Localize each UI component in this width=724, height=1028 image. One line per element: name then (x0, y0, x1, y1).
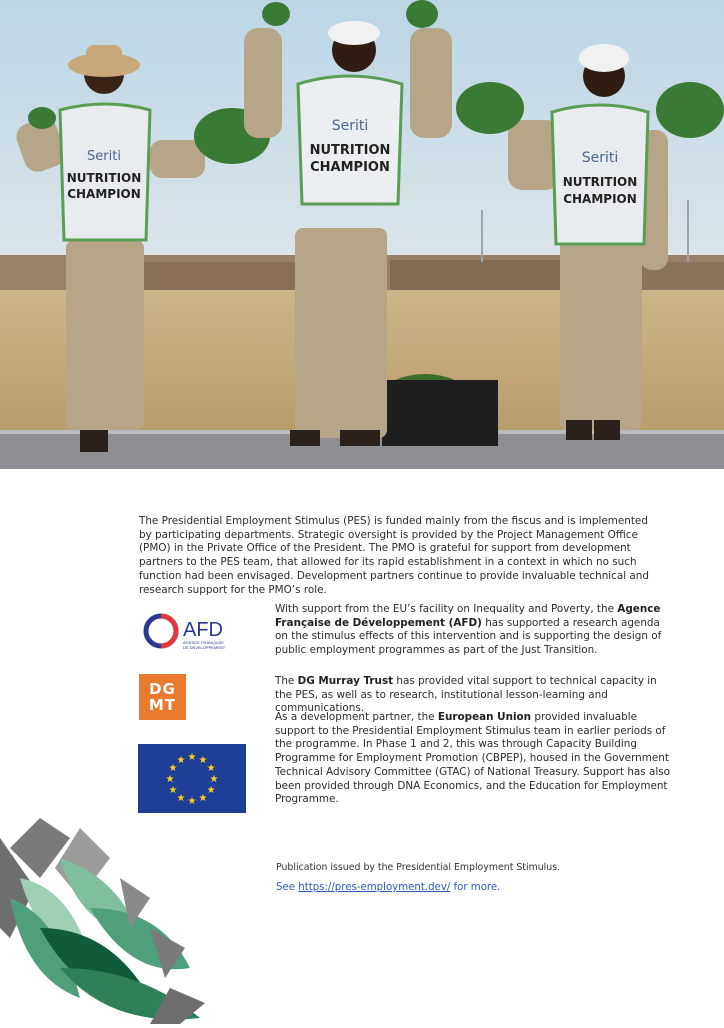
eu-star-icon: ★ (187, 796, 197, 807)
dgmt-pre: The (275, 675, 298, 687)
vest-line2-1: CHAMPION (67, 187, 141, 201)
vest-line2-3: CHAMPION (563, 192, 637, 206)
eu-star-icon: ★ (176, 754, 186, 766)
dgmt-post: has provided vital support to technical capacity in the PES, as well as to research, institutional lesson-learning and communications. (275, 675, 657, 715)
see-pre: See (276, 882, 299, 893)
hero-illustration (0, 0, 724, 469)
eu-star-icon: ★ (198, 754, 208, 766)
afd-logo-sub2: DE DÉVELOPPEMENT (183, 645, 226, 650)
crate (382, 380, 498, 446)
intro-paragraph: The Presidential Employment Stimulus (PES) is funded mainly from the fiscus and is implemented by participating departments. Strategic oversight is provided by the Project Management Office (PMO) in the Private Office of the President. The PMO is grateful for support from development partners to the PES team, that allowed for its rapid establishment in a context in which no such function had been envisaged. Development partners continue to provide invaluable technical and research support for the PMO’s role. (139, 515, 649, 596)
dgmt-logo-line1: DG (149, 680, 176, 698)
eu-star-icon: ★ (209, 774, 219, 785)
hero-photo (0, 0, 724, 469)
eu-star-icon: ★ (176, 793, 186, 805)
vest-brand-1: Seriti (87, 149, 121, 164)
eu-name: European Union (437, 711, 532, 723)
website-link[interactable]: https://pres-employment.dev/ (298, 882, 451, 893)
eu-star-icon: ★ (165, 774, 175, 785)
vest-line1-1: NUTRITION (66, 171, 142, 185)
eu-star-icon: ★ (206, 763, 216, 774)
eu-paragraph (275, 711, 675, 807)
afd-logo (139, 606, 233, 656)
afd-logo-sub1: AGENCE FRANÇAISE (183, 640, 224, 645)
afd-logo-text: AFD (183, 619, 223, 641)
eu-pre: As a development partner, the (275, 711, 438, 723)
afd-paragraph (275, 603, 675, 658)
eu-star-icon: ★ (168, 763, 178, 774)
vest-brand-3: Seriti (581, 150, 619, 166)
see-post: for more. (450, 882, 501, 893)
dgmt-name: DG Murray Trust (297, 675, 394, 687)
publication-note: Publication issued by the Presidential Employment Stimulus. (276, 862, 561, 873)
eu-star-icon: ★ (187, 752, 197, 763)
afd-name: Agence Française de Développement (AFD) (275, 603, 661, 629)
eu-star-icon: ★ (206, 785, 216, 796)
dgmt-logo-line2: MT (148, 696, 177, 714)
eu-post: provided invaluable support to the Presidential Employment Stimulus team in earlier periods of the programme. In Phase 1 and 2, this was through Capacity Building Programme for Employment Promotion (CBPEP), housed in the Government Technical Advisory Committee (GTAC) of National Treasury. Support has also been provided through DNA Economics, and the Education for Employment Programme. (275, 711, 671, 806)
vest-line1-3: NUTRITION (562, 175, 638, 189)
afd-pre: With support from the EU’s facility on Inequality and Poverty, the (275, 603, 618, 615)
eu-flag-logo (138, 744, 246, 813)
eu-star-icon: ★ (198, 793, 208, 805)
vest-brand-2: Seriti (331, 118, 369, 134)
vest-line1-2: NUTRITION (309, 143, 391, 158)
eu-star-icon: ★ (168, 785, 178, 796)
dgmt-logo (139, 674, 186, 720)
afd-post: has supported a research agenda on the stimulus effects of this intervention and is supporting the design of public employment programmes as part of the Just Transition. (275, 616, 662, 657)
see-more-line (276, 882, 500, 893)
vest-line2-2: CHAMPION (310, 160, 390, 175)
dgmt-paragraph (275, 675, 675, 716)
lotus-emblem (0, 818, 210, 1024)
